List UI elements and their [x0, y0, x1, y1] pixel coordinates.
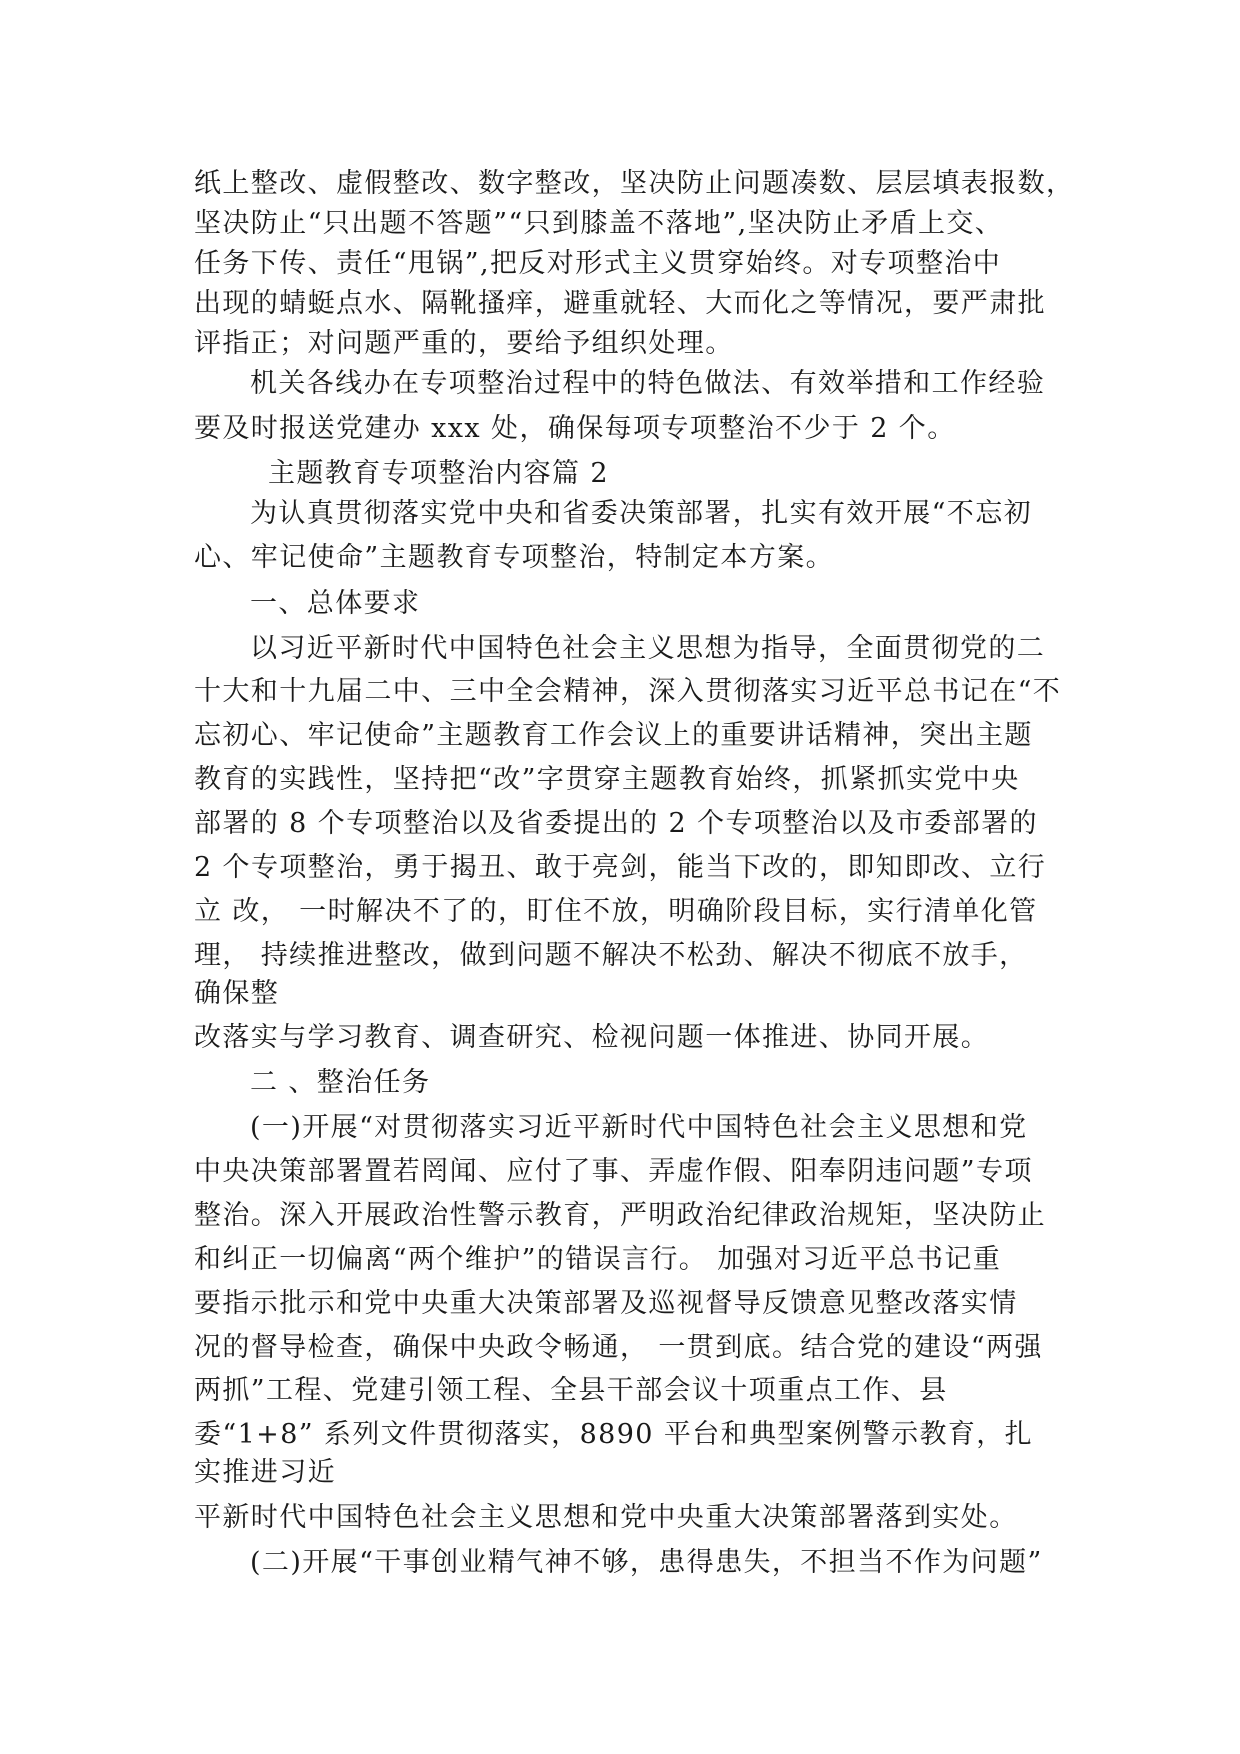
body-text-line: 任务下传、责任“甩锅”,把反对形式主义贯穿始终。对专项整治中	[194, 248, 1002, 279]
body-text-line: 以习近平新时代中国特色社会主义思想为指导，全面贯彻党的二	[250, 633, 1046, 664]
body-text-line: 确保整	[194, 978, 280, 1009]
body-text-line: 平新时代中国特色社会主义思想和党中央重大决策部署落到实处。	[194, 1502, 1018, 1533]
body-text-line: (二)开展“干事创业精气神不够，患得患失，不担当不作为问题”	[250, 1547, 1043, 1578]
body-text-line: 况的督导检查，确保中央政令畅通， 一贯到底。结合党的建设“两强	[194, 1332, 1043, 1363]
body-text-line: 机关各线办在专项整治过程中的特色做法、有效举措和工作经验	[250, 368, 1046, 399]
section-heading: 一、总体要求	[250, 588, 421, 619]
body-text-line: 坚决防止“只出题不答题”“只到膝盖不落地”,坚决防止矛盾上交、	[194, 208, 1004, 239]
body-text-line: 教育的实践性，坚持把“改”字贯穿主题教育始终，抓紧抓实党中央	[194, 764, 1020, 795]
body-text-line: (一)开展“对贯彻落实习近平新时代中国特色社会主义思想和党	[250, 1112, 1028, 1143]
body-text-line: 出现的蜻蜓点水、隔靴搔痒，避重就轻、大而化之等情况，要严肃批	[194, 288, 1046, 319]
body-text-line: 忘初心、牢记使命”主题教育工作会议上的重要讲话精神，突出主题	[194, 720, 1033, 751]
body-text-line: 为认真贯彻落实党中央和省委决策部署，扎实有效开展“不忘初	[250, 498, 1033, 529]
body-text-line: 中央决策部署置若罔闻、应付了事、弄虚作假、阳奉阴违问题”专项	[194, 1156, 1033, 1187]
body-text-line: 要及时报送党建办 xxx 处，确保每项专项整治不少于 2 个。	[194, 413, 956, 444]
body-text-line: 心、牢记使命”主题教育专项整治，特制定本方案。	[194, 542, 835, 573]
body-text-line: 十大和十九届二中、三中全会精神，深入贯彻落实习近平总书记在“不	[194, 676, 1062, 707]
body-text-line: 和纠正一切偏离“两个维护”的错误言行。 加强对习近平总书记重	[194, 1244, 1002, 1275]
body-text-line: 2 个专项整治，勇于揭丑、敢于亮剑，能当下改的，即知即改、立行	[194, 852, 1047, 883]
body-text-line: 立 改， 一时解决不了的，盯住不放，明确阶段目标，实行清单化管	[194, 896, 1038, 927]
body-text-line: 纸上整改、虚假整改、数字整改，坚决防止问题凑数、层层填表报数，	[194, 168, 1075, 199]
body-text-line: 部署的 8 个专项整治以及省委提出的 2 个专项整治以及市委部署的	[194, 808, 1038, 839]
section-heading: 主题教育专项整治内容篇 2	[268, 458, 609, 489]
body-text-line: 两抓”工程、党建引领工程、全县干部会议十项重点工作、县	[194, 1375, 948, 1406]
body-text-line: 要指示批示和党中央重大决策部署及巡视督导反馈意见整改落实情	[194, 1288, 1018, 1319]
body-text-line: 整治。深入开展政治性警示教育，严明政治纪律政治规矩，坚决防止	[194, 1200, 1046, 1231]
body-text-line: 改落实与学习教育、调查研究、检视问题一体推进、协同开展。	[194, 1022, 990, 1053]
body-text-line: 实推进习近	[194, 1457, 336, 1488]
body-text-line: 理， 持续推进整改，做到问题不解决不松劲、解决不彻底不放手，	[194, 940, 1028, 971]
section-heading: 二 、整治任务	[250, 1067, 431, 1098]
body-text-line: 评指正；对问题严重的，要给予组织处理。	[194, 328, 734, 359]
body-text-line: 委“1+8” 系列文件贯彻落实，8890 平台和典型案例警示教育，扎	[194, 1419, 1034, 1450]
